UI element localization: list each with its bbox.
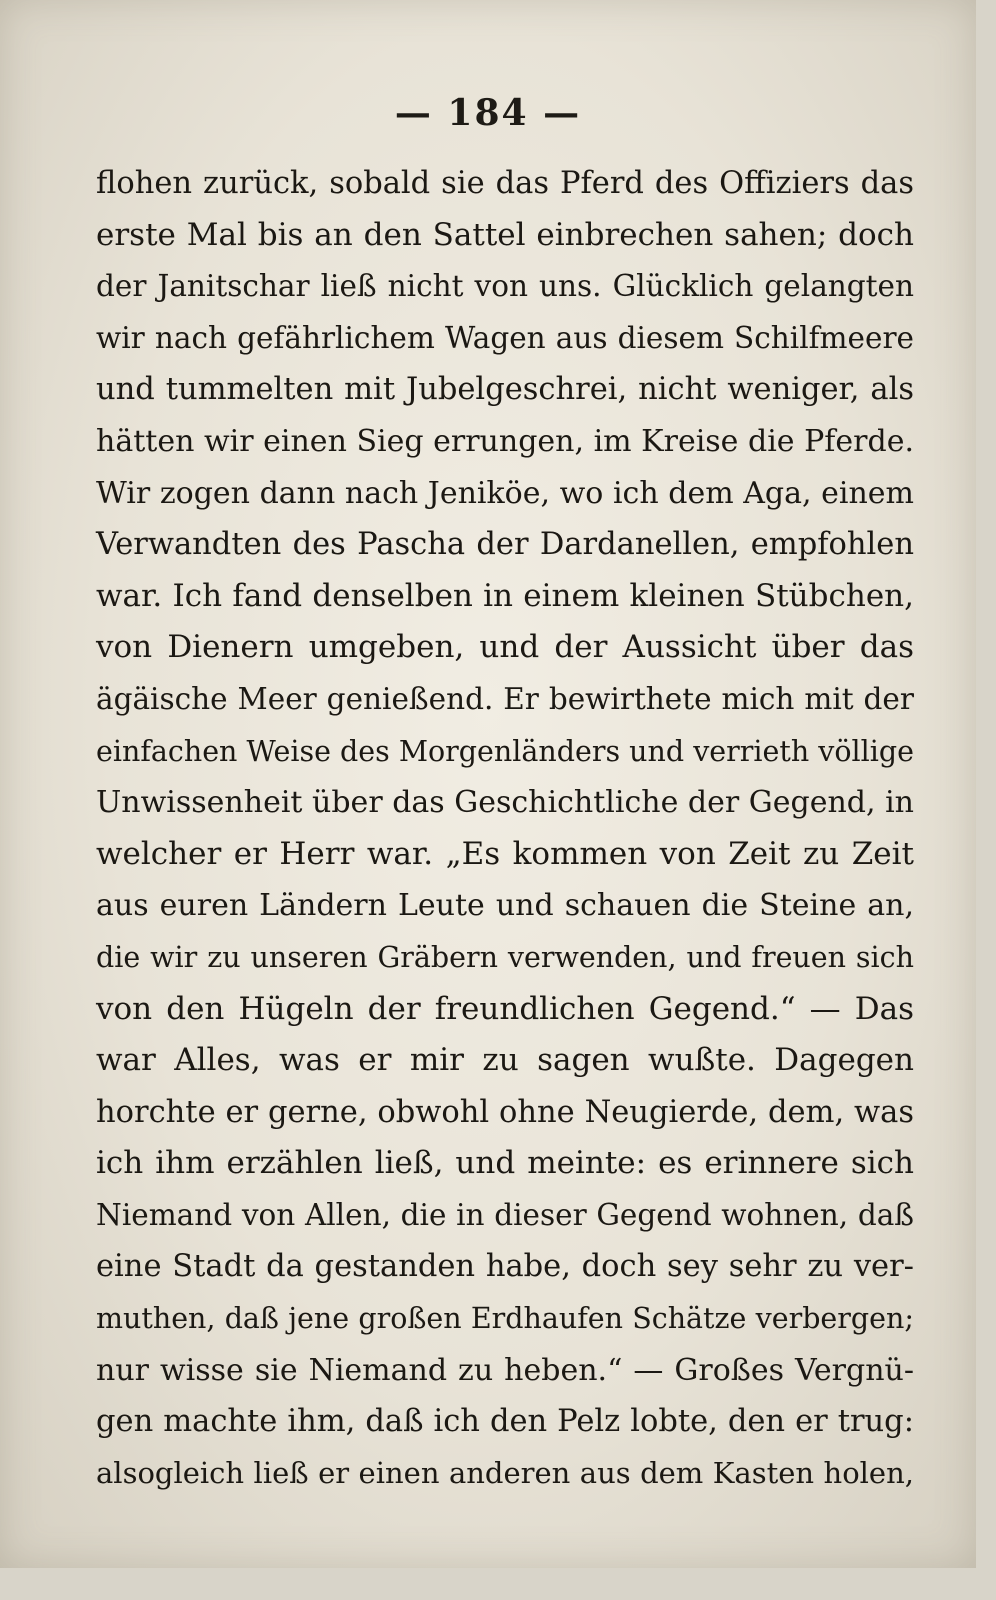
text-line: gen machte ihm, daß ich den Pelz lobte, den er trug:: [96, 1404, 914, 1440]
body-text: [96, 158, 914, 1499]
text-line: welcher er Herr war. „Es kommen von Zeit zu Zeit: [96, 835, 914, 872]
text-line: der Janitschar ließ nicht von uns. Glücklich gelangten: [96, 269, 914, 304]
text-line: die wir zu unseren Gräbern verwenden, und freuen sich: [96, 940, 914, 974]
text-line: Niemand von Allen, die in dieser Gegend wohnen, daß: [96, 1197, 914, 1232]
text-line: von Dienern umgeben, und der Aussicht über das: [96, 629, 914, 666]
text-line: alsogleich ließ er einen anderen aus dem Kasten holen,: [96, 1455, 914, 1490]
text-line: muthen, daß jene großen Erdhaufen Schätze verbergen;: [96, 1302, 914, 1336]
text-line: horchte er gerne, obwohl ohne Neugierde, dem, was: [96, 1094, 914, 1130]
text-line: flohen zurück, sobald sie das Pferd des Offiziers das: [96, 166, 914, 201]
text-line: war. Ich fand denselben in einem kleinen Stübchen,: [96, 577, 914, 614]
text-line: Verwandten des Pascha der Dardanellen, empfohlen: [96, 527, 914, 563]
text-line: und tummelten mit Jubelgeschrei, nicht weniger, als: [96, 372, 914, 408]
text-line: ägäische Meer genießend. Er bewirthete mich mit der: [96, 681, 914, 716]
text-line: einfachen Weise des Morgenländers und verrieth völlige: [96, 734, 914, 768]
text-line: Unwissenheit über das Geschichtliche der Gegend, in: [96, 785, 914, 821]
text-line: eine Stadt da gestanden habe, doch sey sehr zu ver-: [96, 1249, 914, 1285]
text-line: aus euren Ländern Leute und schauen die Steine an,: [96, 888, 914, 924]
text-line: war Alles, was er mir zu sagen wußte. Dagegen: [96, 1042, 914, 1079]
text-line: ich ihm erzählen ließ, und meinte: es erinnere sich: [96, 1145, 914, 1182]
text-line: hätten wir einen Sieg errungen, im Kreise die Pferde.: [96, 423, 914, 459]
page-number: — 184 —: [394, 92, 582, 134]
text-line: nur wisse sie Niemand zu heben.“ — Großes Vergnü-: [96, 1352, 914, 1388]
text-line: Wir zogen dann nach Jeniköe, wo ich dem Aga, einem: [96, 475, 914, 511]
text-line: von den Hügeln der freundlichen Gegend.“ — Das: [96, 990, 914, 1027]
text-line: wir nach gefährlichem Wagen aus diesem Schilfmeere: [96, 320, 914, 355]
text-line: erste Mal bis an den Sattel einbrechen sahen; doch: [96, 216, 914, 253]
